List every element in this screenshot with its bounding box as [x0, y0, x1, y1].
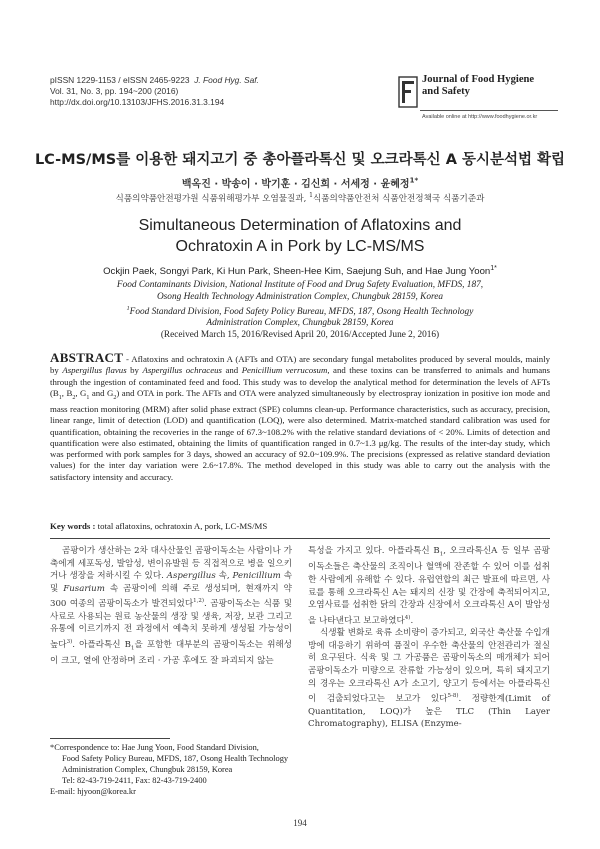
journal-logo-icon — [398, 76, 418, 108]
journal-divider — [420, 110, 558, 111]
body-paragraph: 식생활 변화로 육류 소비량이 증가되고, 외국산 축산물 수입개방에 대응하기 위하여 품질이 우수한 축산물의 안전관리가 절실히 요구된다. 식육 및 그 가공품은 곰팡이독소의 매개체가 되어 곰팡이독소가 미량으로 잔류할 가능성이 있으며, 특히 돼지고기의 경우는 오크라톡신 A가 소고기, 양고기 등에서는 아플라톡신이 검출되었다고는 보고가 있다$^{5-8)}$. 정량한계(Limit of Quantitation, LOQ)가 높은 TLC (Thin Layer Chromatography), ELISA (Enzyme- — [308, 628, 550, 730]
english-title: Simultaneous Determination of Aflatoxins and Ochratoxin A in Pork by LC-MS/MS — [138, 217, 462, 255]
body-paragraph: 특성을 가지고 있다. 아플라톡신 $B_1$, 오크라톡신A 등 일부 곰팡이독소들은 축산물의 조직이나 혈액에 잔존할 수 있어 이를 섭취한 사람에게 유해할 수 있다. 유럽연합의 최근 발표에 따르면, 사료를 통해 오크라톡신 A는 돼지의 신장 및 간장에 축적되어지고, 오염사료를 섭취한 닭의 간장과 신장에서 오크라톡신 A이 발암성을 나타낸다고 보고하였다$^{4)}$. — [308, 546, 550, 626]
korean-affiliation: 식품의약품안전평가원 식품위해평가부 오염물질과, $^1$식품의약품안전처 식품안전정책국 식품기준과 — [115, 192, 485, 204]
korean-title: LC-MS/MS를 이용한 돼지고기 중 총아플라톡신 및 오크라톡신 A 동시분석법 확립 — [34, 152, 566, 168]
email-link[interactable]: E-mail: hjyoon@korea.kr — [50, 787, 136, 796]
page-number: 194 — [293, 818, 307, 828]
korean-authors: 백옥진 · 박송이 · 박기훈 · 김신희 · 서세정 · 윤혜정$^{1*}$ — [181, 176, 419, 190]
keywords-label: Key words : — [50, 521, 96, 531]
body-paragraph: 곰팡이가 생산하는 2차 대사산물인 곰팡이독소는 사람이나 가축에게 세포독성, 발암성, 변이유발원 등 직접적으로 병을 일으키거나 생장을 저하시킬 수 있다. Aspergillus 속, Penicillium 속 및 Fusarium 속 곰팡이에 의해 주로 생성되며, 현재까지 약 300 여종의 곰팡이독소가 발견되었다$^{1,2)}$. 곰팡이독소는 식품 및 사료로 사용되는 원료 농산물의 생장 및 생육, 저장, 보관 그리고 유통에 이르기까지 전 과정에서 예측치 못하게 생성될 가능성이 높다$^{3)}$. 아플라톡신 $B_1$을 포함한 대부분의 곰팡이독소는 위해성이 크고, 열에 안정하며 조리 · 가공 후에도 잘 파괴되지 않는 — [50, 546, 292, 667]
journal-name: Journal of Food Hygiene and Safety — [422, 74, 535, 97]
keywords: Key words : total aflatoxins, ochratoxin A, pork, LC-MS/MS — [50, 521, 268, 531]
doi-link[interactable]: http://dx.doi.org/10.13103/JFHS.2016.31.3.194 — [50, 96, 225, 107]
journal-url[interactable]: Available online at http://www.foodhygiene.or.kr — [422, 114, 538, 120]
english-authors: Ockjin Paek, Songyi Park, Ki Hun Park, Sheen-Hee Kim, Saejung Suh, and Hae Jung Yoon$^{1*}$ — [103, 265, 497, 278]
received-dates: (Received March 15, 2016/Revised April 20, 2016/Accepted June 2, 2016) — [160, 330, 440, 340]
abstract-divider — [50, 538, 550, 539]
body-column-left — [50, 545, 292, 668]
journal-brand — [398, 74, 558, 124]
journal-citation-block — [50, 75, 259, 107]
abstract-label: ABSTRACT — [50, 350, 124, 365]
footnote-divider — [50, 738, 170, 739]
journal-abbrev: J. Food Hyg. Saf. — [194, 75, 259, 85]
issn: pISSN 1229-1153 / eISSN 2465-9223 — [50, 75, 190, 85]
correspondence-footnote: *Correspondence to: Hae Jung Yoon, Food Standard Division, Food Safety Policy Bureau, MFDS, 187, Osong Health Technology Administration Complex, Chungbuk 28159, Korea Tel: 82-43-719-2411, Fax: 82-43-719-2400 E-mail: hjyoon@korea.kr — [50, 742, 295, 797]
english-affiliations: Food Contaminants Division, National Institute of Food and Drug Safety Evaluation, MFDS, 187, Osong Health Technology Administration Complex, Chungbuk 28159, Korea $^1$Food Standard Division, Food Safety Policy Bureau, MFDS, 187, Osong Health Technology Administration Complex, Chungbuk 28159, Korea — [116, 280, 484, 329]
volume-info: Vol. 31, No. 3, pp. 194~200 (2016) — [50, 85, 179, 96]
abstract: ABSTRACT - Aflatoxins and ochratoxin A (AFTs and OTA) are secondary fungal metabolites produced by several moulds, mainly by Aspergillus flavus by Aspergillus ochraceus and Penicillium verrucosum, and these toxins can be transferred to animals and humans through the ingestion of contaminated feed and food. This study was to develop the analytical method for determination the levels of AFTs ($B_1$, $B_2$, $G_1$ and $G_2$) and OTA in pork. The AFTs and OTA were analyzed simultaneously by electrospray ionization in positive ion mode and mass reaction monitoring (MRM) after solid phase extract (SPE) columns clean-up. Performance characteristics, such as accuracy, precision, linear range, limit of detection (LOD) and quantification (LOQ), were also determined. Matrix-matched standard calibration was used for quantification, obtaining the recoveries in the range of 67.3~108.2% with the relative standard deviations of < 20%. Limits of detection and quantification were also estimated, obtaining the limits of quantification ranged in 0.7~1.3 μg/kg. The results of the inter-day study, which was performed with pork samples for 3 days, showed an accuracy of 92.0~109.9%. The precisions (expressed as relative standard deviation values) for the inter day variation were 2.6~17.8%. The method developed in this study was able to carry out the analysis with the satisfactory intensity and accuracy. — [50, 350, 550, 482]
body-column-right — [308, 545, 550, 731]
